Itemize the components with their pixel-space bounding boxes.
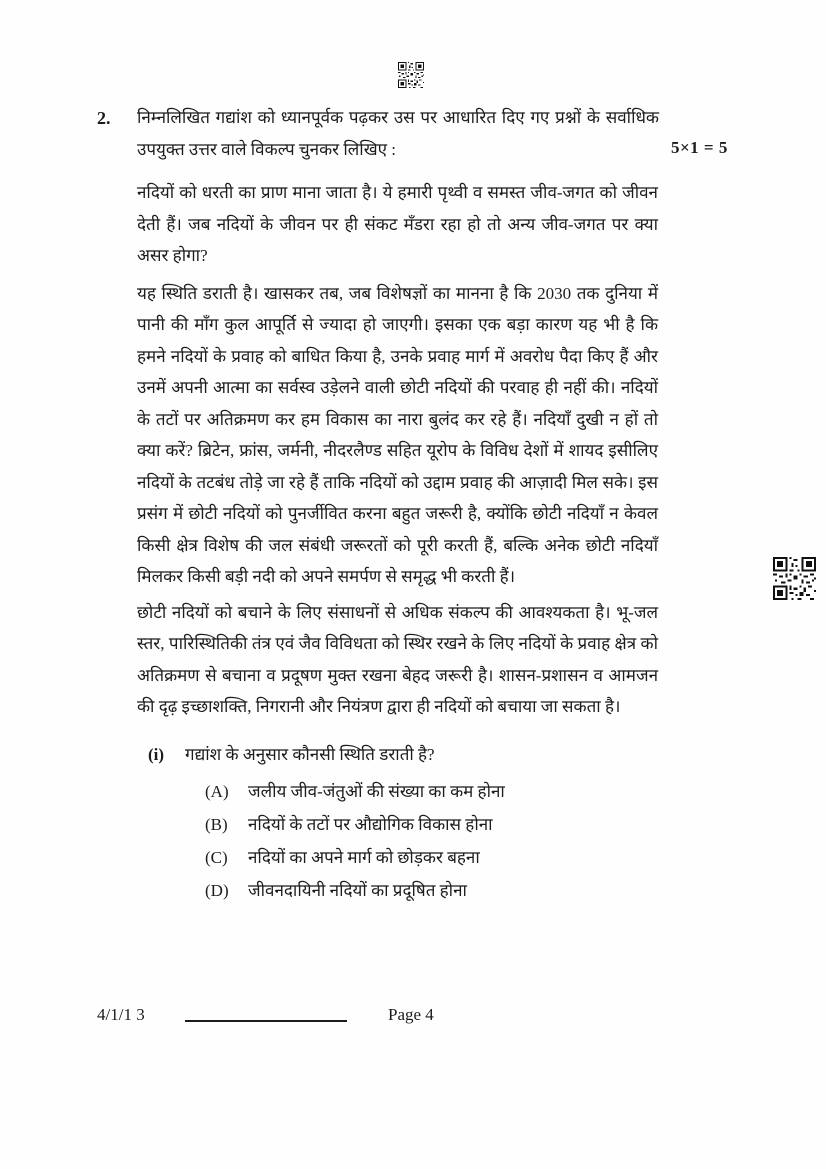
question-2-marks: 5×1 = 5 (671, 138, 728, 157)
subquestion-i-number: (i) (148, 745, 165, 764)
question-2 (97, 102, 659, 166)
option-d-label: (D) (205, 881, 229, 900)
reading-passage (137, 177, 658, 723)
subquestion-i (148, 739, 688, 907)
option-b (205, 808, 688, 841)
subquestion-i-question (148, 739, 688, 771)
question-2-instruction: निम्नलिखित गद्यांश को ध्यानपूर्वक पढ़कर उस पर आधारित दिए गए प्रश्नों के सर्वाधिक उपयुक्त उत्तर वाले विकल्प चुनकर लिखिए : (137, 108, 659, 159)
question-2-number: 2. (97, 108, 111, 128)
option-c-label: (C) (205, 848, 228, 867)
qr-code-top-icon (398, 62, 424, 88)
option-d (205, 874, 688, 907)
passage-paragraph-1: नदियों को धरती का प्राण माना जाता है। ये हमारी पृथ्वी व समस्त जीव-जगत को जीवन देती हैं। जब नदियों के जीवन पर ही संकट मँडरा रहा हो तो अन्य जीव-जगत पर क्या असर होगा? (137, 183, 658, 265)
option-a-label: (A) (205, 782, 229, 801)
option-a (205, 775, 688, 808)
subquestion-i-text: गद्यांश के अनुसार कौनसी स्थिति डराती है? (185, 745, 435, 764)
option-b-text: नदियों के तटों पर औद्योगिक विकास होना (248, 815, 493, 834)
option-c-text: नदियों का अपने मार्ग को छोड़कर बहना (248, 848, 480, 867)
option-d-text: जीवनदायिनी नदियों का प्रदूषित होना (248, 881, 467, 900)
subquestion-i-options (205, 775, 688, 907)
paper-set-code: 4/1/1 3 (97, 1005, 145, 1024)
option-c (205, 841, 688, 874)
option-a-text: जलीय जीव-जंतुओं की संख्या का कम होना (248, 782, 505, 801)
passage-paragraph-3: छोटी नदियों को बचाने के लिए संसाधनों से अधिक संकल्प की आवश्यकता है। भू-जल स्तर, पारिस्थितिकी तंत्र एवं जैव विविधता को स्थिर रखने के लिए नदियों के प्रवाह क्षेत्र को अतिक्रमण से बचाना व प्रदूषण मुक्त रखना बेहद जरूरी है। शासन-प्रशासन व आमजन की दृढ़ इच्छाशक्ति, निगरानी और नियंत्रण द्वारा ही नदियों को बचाया जा सकता है। (137, 602, 658, 716)
passage-paragraph-2: यह स्थिति डराती है। खासकर तब, जब विशेषज्ञों का मानना है कि 2030 तक दुनिया में पानी की माँग कुल आपूर्ति से ज्यादा हो जाएगी। इसका एक बड़ा कारण यह भी है कि हमने नदियों के प्रवाह को बाधित किया है, उनके प्रवाह मार्ग में अवरोध पैदा किए हैं और उनमें अपनी आत्मा का सर्वस्व उड़ेलने वाली छोटी नदियों की परवाह ही नहीं की। नदियों के तटों पर अतिक्रमण कर हम विकास का नारा बुलंद कर रहे हैं। नदियाँ दुखी न हों तो क्या करें? ब्रिटेन, फ्रांस, जर्मनी, नीदरलैण्ड सहित यूरोप के विविध देशों में शायद इसीलिए नदियों के तटबंध तोड़े जा रहे हैं ताकि नदियों को उद्दाम प्रवाह की आज़ादी मिल सके। इस प्रसंग में छोटी नदियों को पुनर्जीवित करना बहुत जरूरी है, क्योंकि छोटी नदियाँ न केवल किसी क्षेत्र विशेष की जल संबंधी जरूरतों को पूरी करती हैं, बल्कि अनेक छोटी नदियाँ मिलकर किसी बड़ी नदी को अपने समर्पण से समृद्ध भी करती हैं। (137, 283, 658, 586)
option-b-label: (B) (205, 815, 228, 834)
page-number-label: Page 4 (388, 1005, 434, 1024)
qr-code-side-icon (772, 557, 817, 600)
footer-divider-line (185, 1020, 347, 1022)
